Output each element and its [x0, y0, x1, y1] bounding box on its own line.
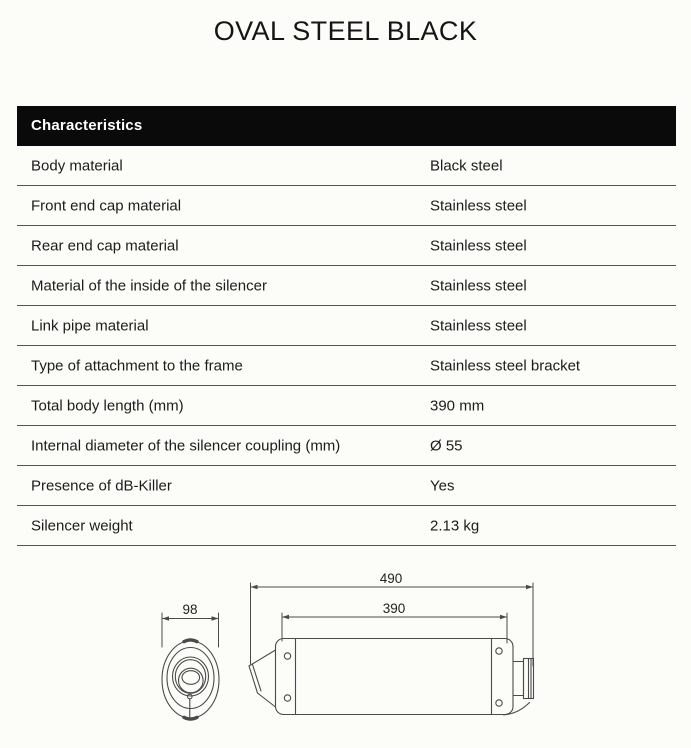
rivet	[284, 653, 290, 659]
table-row	[17, 266, 676, 306]
row-label: Rear end cap material	[31, 237, 179, 254]
table-row	[17, 146, 676, 186]
page-title: OVAL STEEL BLACK	[213, 16, 478, 46]
dimension-body-length	[282, 613, 507, 643]
row-label: Front end cap material	[31, 197, 182, 214]
dimension-490-label: 490	[379, 571, 403, 586]
row-label: Presence of dB-Killer	[31, 477, 172, 494]
dimension-98-label: 98	[182, 602, 198, 617]
row-value: Black steel	[430, 157, 503, 174]
characteristics-table-body	[17, 146, 676, 546]
row-value: 2.13 kg	[430, 517, 480, 534]
row-value: Stainless steel	[430, 317, 527, 334]
outlet-coupling	[504, 659, 534, 715]
table-row	[17, 506, 676, 546]
row-value: Stainless steel	[430, 277, 527, 294]
row-label: Material of the inside of the silencer	[31, 277, 267, 294]
row-value: Ø 55	[430, 437, 463, 454]
row-label: Link pipe material	[31, 317, 149, 334]
row-label: Total body length (mm)	[31, 397, 184, 414]
end-view-top-tab	[184, 640, 197, 642]
inlet-pipe	[249, 650, 276, 707]
dimension-overall-length	[251, 583, 534, 666]
row-label: Body material	[31, 157, 123, 174]
rivet	[284, 695, 290, 701]
row-label: Internal diameter of the silencer coupling (mm)	[31, 437, 341, 454]
row-label: Type of attachment to the frame	[31, 357, 243, 374]
row-label: Silencer weight	[31, 517, 133, 534]
end-view-bottom-tab	[184, 717, 197, 719]
table-row	[17, 466, 676, 506]
dimension-end-width	[162, 613, 219, 647]
row-value: Stainless steel	[430, 237, 527, 254]
end-view	[162, 640, 219, 719]
table-row	[17, 426, 676, 466]
side-view	[249, 639, 534, 715]
row-value: Stainless steel	[430, 197, 527, 214]
rivet	[496, 648, 502, 654]
row-value: 390 mm	[430, 397, 485, 414]
rivet	[496, 700, 502, 706]
table-row	[17, 226, 676, 266]
table-row	[17, 186, 676, 226]
row-value: Yes	[430, 477, 455, 494]
table-header: Characteristics	[17, 106, 676, 146]
table-row	[17, 346, 676, 386]
table-row	[17, 386, 676, 426]
row-value: Stainless steel bracket	[430, 357, 581, 374]
table-row	[17, 306, 676, 346]
dimension-390-label: 390	[382, 601, 406, 616]
characteristics-table	[17, 106, 676, 546]
